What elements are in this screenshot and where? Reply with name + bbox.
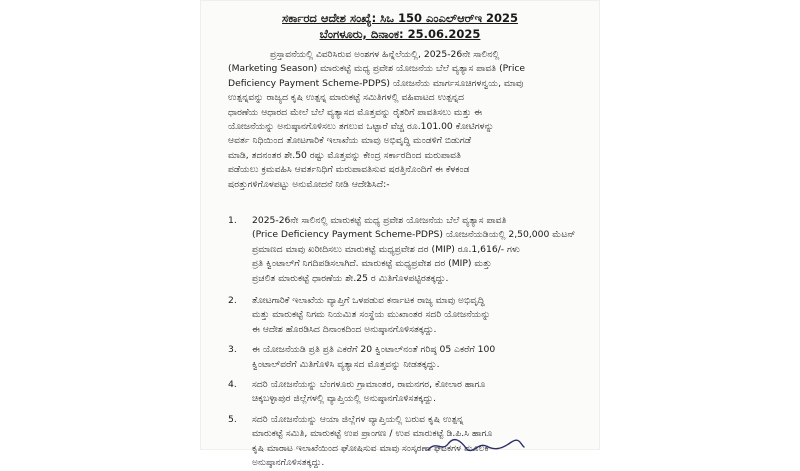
condition-line: ಕೃಷಿ ಮಾರಾಟ ಇಲಾಖೆಯಿಂದ ಘೋಷಿಸುವ ಮಾವು ಸಂಸ್ಕರಣಾ ಘಟಕಗಳ ಮೂಲಕ xyxy=(252,442,489,454)
condition-line: ಮತ್ತು ಮಾರುಕಟ್ಟೆ ನಿಗಮ ನಿಯಮಿತ ಸಂಸ್ಥೆಯ ಮುಖಾಂತರ ಸದರಿ ಯೋಜನೆಯನ್ನು xyxy=(252,309,491,321)
condition-line: ಪ್ರಮಾಣದ ಮಾವು ಖರೀದಿಸಲು ಮಾರುಕಟ್ಟೆ ಮಧ್ಯಪ್ರವೇಶ ದರ (MIP) ರೂ.1,616/- ಗಳು xyxy=(252,243,520,255)
preamble-line: (Marketing Season) ಮಾರುಕಟ್ಟೆ ಮಧ್ಯ ಪ್ರವೇಶ ಯೋಜನೆಯ ಬೆಲೆ ವ್ಯತ್ಯಾಸ ಪಾವತಿ (Price xyxy=(228,63,526,75)
condition-line: ಪ್ರತಿ ಕ್ವಿಂಟಾಲ್‌ಗೆ ನಿಗದಿಪಡಿಸಲಾಗಿದೆ. ಮಾರುಕಟ್ಟೆ ಮಧ್ಯಪ್ರವೇಶ ದರ (MIP) ಮತ್ತು xyxy=(252,258,492,270)
condition-number: 2. xyxy=(228,295,237,307)
condition-line: ಮಾರುಕಟ್ಟೆ ಸಮಿತಿ, ಮಾರುಕಟ್ಟೆ ಉಪ ಪ್ರಾಂಗಣ / ಉಪ ಮಾರುಕಟ್ಟೆ ಡಿ.ಪಿ.ಸಿ ಹಾಗೂ xyxy=(252,428,493,440)
condition-line: ಚಿಕ್ಕಬಳ್ಳಾಪುರ ಜಿಲ್ಲೆಗಳಲ್ಲಿ ವ್ಯಾಪ್ತಿಯಲ್ಲಿ ಅನುಷ್ಠಾನಗೊಳಿಸತಕ್ಕದ್ದು. xyxy=(252,393,436,405)
preamble-line: ಆವರ್ತ ನಿಧಿಯಿಂದ ತೋಟಗಾರಿಕೆ ಇಲಾಖೆಯ ಮಾವು ಅಭಿವೃದ್ಧಿ ಮಂಡಳಿಗೆ ಬಿಡುಗಡೆ xyxy=(228,135,472,147)
condition-line: ಸದರಿ ಯೋಜನೆಯನ್ನು ಆಯಾ ಜಿಲ್ಲೆಗಳ ವ್ಯಾಪ್ತಿಯಲ್ಲಿ ಬರುವ ಕೃಷಿ ಉತ್ಪನ್ನ xyxy=(252,413,464,425)
condition-number: 1. xyxy=(228,215,237,226)
preamble-line: ಪಡೆಯಲು ಕ್ರಮವಹಿಸಿ ಆವರ್ತನಿಧಿಗೆ ಮರುಪಾವತಿಸುವ ಷರತ್ತಿನೊಂದಿಗೆ ಈ ಕೆಳಕಂಡ xyxy=(228,164,470,176)
condition-line: ಈ ಆದೇಶ ಹೊರಡಿಸಿದ ದಿನಾಂಕದಿಂದ ಅನುಷ್ಠಾನಗೊಳಿಸತಕ್ಕದ್ದು. xyxy=(252,323,437,335)
condition-number: 4. xyxy=(228,379,237,391)
preamble-line: Deficiency Payment Scheme-PDPS) ಯೋಜನೆಯ ಮಾರ್ಗಸೂಚಿಗಳನ್ವಯ, ಮಾವು xyxy=(228,77,524,89)
condition-number: 5. xyxy=(228,413,237,425)
preamble-line: ಧಾರಣೆಯ ಆಧಾರದ ಮೇಲೆ ಬೆಲೆ ವ್ಯತ್ಯಾಸದ ಮೊತ್ತವನ್ನು ರೈತರಿಗೆ ಪಾವತಿಸಲು ಮತ್ತು ಈ xyxy=(228,106,483,118)
preamble-paragraph xyxy=(228,48,584,192)
condition-item xyxy=(228,214,588,286)
place-date-heading: ಬೆಂಗಳೂರು, ದಿನಾಂಕ: 25.06.2025 xyxy=(319,27,481,41)
condition-line: ಪ್ರಚಲಿತ ಮಾರುಕಟ್ಟೆ ಧಾರಣೆಯ ಶೇ.25 ರ ಮಿತಿಗೊಳಪಟ್ಟಿರತಕ್ಕದ್ದು. xyxy=(252,272,449,284)
preamble-line: ಷರತ್ತುಗಳಿಗೊಳಪಟ್ಟು ಅನುಮೋದನೆ ನೀಡಿ ಆದೇಶಿಸಿದೆ:- xyxy=(228,178,390,190)
condition-item xyxy=(228,294,588,337)
conditions-list xyxy=(228,214,588,471)
condition-line: ಕ್ವಿಂಟಾಲ್‌ವರೆಗೆ ಮಿತಿಗೊಳಿಸಿ ವ್ಯತ್ಯಾಸದ ಮೊತ್ತವನ್ನು ನೀಡತಕ್ಕದ್ದು. xyxy=(252,358,440,370)
preamble-line: ಮಾಡಿ, ತದನಂತರ ಶೇ.50 ರಷ್ಟು ಮೊತ್ತವನ್ನು ಕೇಂದ್ರ ಸರ್ಕಾರದಿಂದ ಮರುಪಾವತಿ xyxy=(228,149,461,161)
condition-number: 3. xyxy=(228,344,237,356)
document-page xyxy=(200,0,600,469)
preamble-line: ಯೋಜನೆಯನ್ನು ಅನುಷ್ಠಾನಗೊಳಿಸಲು ತಗಲುವ ಒಟ್ಟಾರೆ ವೆಚ್ಚ ರೂ.101.00 ಕೋಟಿಗಳನ್ನು xyxy=(228,121,494,133)
condition-line: ಅನುಷ್ಠಾನಗೊಳಿಸತಕ್ಕದ್ದು. xyxy=(252,457,325,469)
condition-line: 2025-26ನೇ ಸಾಲಿನಲ್ಲಿ ಮಾರುಕಟ್ಟೆ ಮಧ್ಯ ಪ್ರವೇಶ ಯೋಜನೆಯ ಬೆಲೆ ವ್ಯತ್ಯಾಸ ಪಾವತಿ xyxy=(252,215,507,226)
preamble-line: ಉತ್ಪನ್ನವನ್ನು ರಾಜ್ಯದ ಕೃಷಿ ಉತ್ಪನ್ನ ಮಾರುಕಟ್ಟೆ ಸಮಿತಿಗಳಲ್ಲಿ ವಹಿವಾಟದ ಉತ್ಪನ್ನದ xyxy=(228,92,465,104)
preamble-line: ಪ್ರಸ್ತಾವನೆಯಲ್ಲಿ ವಿವರಿಸಿರುವ ಅಂಶಗಳ ಹಿನ್ನೆಲೆಯಲ್ಲಿ, 2025-26ನೇ ಸಾಲಿನಲ್ಲಿ xyxy=(270,49,500,60)
condition-item xyxy=(228,343,588,372)
condition-line: ಈ ಯೋಜನೆಯಡಿ ಪ್ರತಿ ಪ್ರತಿ ಎಕರೆಗೆ 20 ಕ್ವಿಂಟಾಲ್‌ನಂತೆ ಗರಿಷ್ಠ 05 ಎಕರೆಗೆ 100 xyxy=(252,344,496,356)
signature-scribble xyxy=(426,438,526,452)
order-number-heading: ಸರ್ಕಾರದ ಆದೇಶ ಸಂಖ್ಯೆ: ಸಿಒ 150 ಎಂಎಲ್‌ಆರ್‌ಇ 2025 xyxy=(282,11,518,25)
condition-line: ತೋಟಗಾರಿಕೆ ಇಲಾಖೆಯ ವ್ಯಾಪ್ತಿಗೆ ಒಳಪಡುವ ಕರ್ನಾಟಕ ರಾಜ್ಯ ಮಾವು ಅಭಿವೃದ್ಧಿ xyxy=(252,295,485,307)
condition-line: (Price Deficiency Payment Scheme-PDPS) ಯೋಜನೆಯಡಿಯಲ್ಲಿ 2,50,000 ಮೆಟನ್ xyxy=(252,229,576,241)
condition-item xyxy=(228,413,588,471)
condition-line: ಸದರಿ ಯೋಜನೆಯನ್ನು ಬೆಂಗಳೂರು ಗ್ರಾಮಾಂತರ, ರಾಮನಗರ, ಕೋಲಾರ ಹಾಗೂ xyxy=(252,379,486,391)
condition-item xyxy=(228,378,588,407)
